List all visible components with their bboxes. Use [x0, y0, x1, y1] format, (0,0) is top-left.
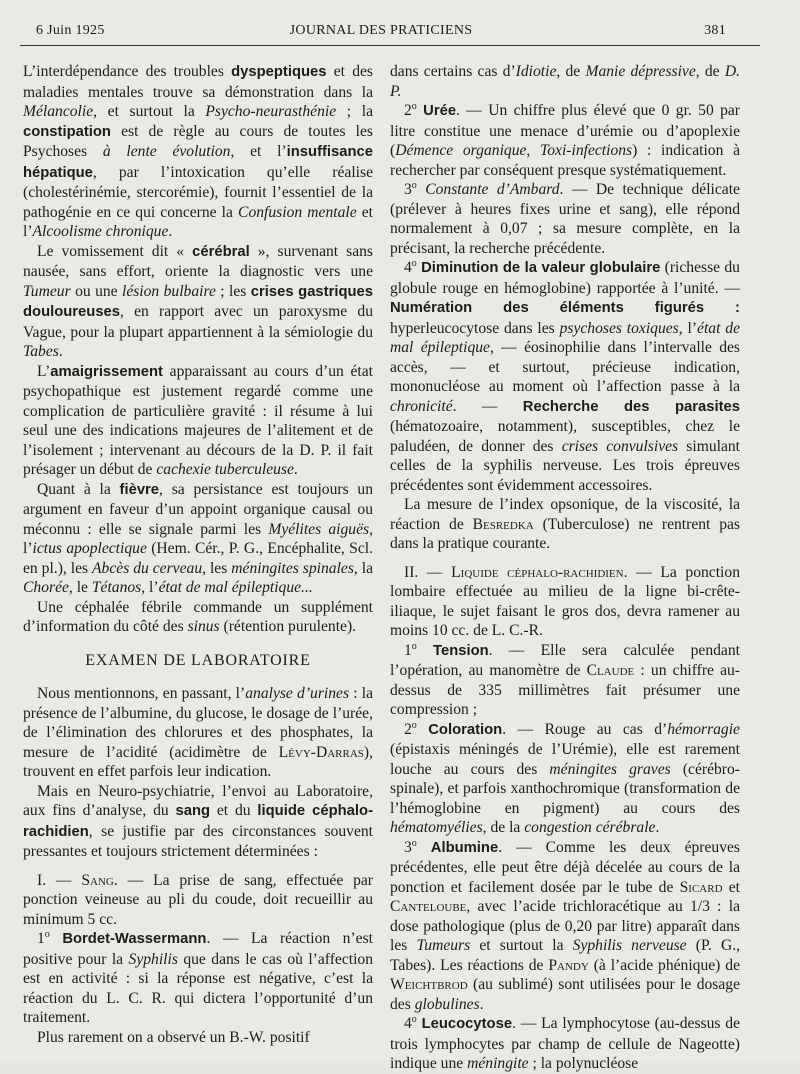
- right-column: [390, 62, 741, 1072]
- page-number: 381: [704, 23, 726, 38]
- section-title: EXAMEN DE LABORATOIRE: [85, 651, 311, 669]
- journal-title: JOURNAL DES PRATICIENS: [289, 23, 473, 38]
- paragraph-urea: 2$^o$ Urée. — Un chiffre plus élevé que 0 gr. 50 par litre constitue une menace d’urémie ou d’apoplexie (Démence organique, Toxi-infections) : indication à rechercher par conséquent presque systématiquement.: [390, 100, 740, 179]
- paragraph-bordet-wassermann: 1$^o$ Bordet-Wassermann. — La réaction n’est positive pour la Syphilis que dans le cas où l’affection est en activité : si la réponse est négative, c’est la réaction du L. C. R. qui dictera l’opportunité d’un traitement.: [23, 928, 373, 1026]
- paragraph-tension: 1$^o$ Tension. — Elle sera calculée pendant l’opération, au manomètre de Claude : un chiffre au-dessus de 335 millimètres fait présumer une compression ;: [390, 640, 741, 718]
- header-rule: [20, 45, 760, 46]
- paragraph-idiocy: dans certains cas d’Idiotie, de Manie dépressive, de D. P.: [390, 63, 741, 100]
- paragraph-globular-value: 4$^o$ Diminution de la valeur globulaire (richesse du globule rouge en hémoglobine) rapportée à l’unité. — Numération des éléments figurés : hyperleucocytose dans les psychoses toxiques, l’état de mal épileptique, — éosinophilie dans l’intervalle des accès, — et surtout, précieuse indication, mononucléose au moment où l’affection passe à la chronicité. — Recherche des parasites (hématozoaire, notamment), susceptibles, chez le paludéen, de donner des crises convulsives simulant celles de la syphilis nerveuse. Les trois épreuves précédentes sont évidemment accessoires.: [390, 257, 741, 494]
- paragraph-albumin: 3$^o$ Albumine. — Comme les deux épreuves précédentes, elle peut être déjà décelée au cours de la ponction et facilement dosée par le tube de Sicard et Canteloube, avec l’acide trichloracétique au 1/3 : la dose pathologique (plus de 0,20 par litre) apparaît dans les Tumeurs et surtout la Syphilis nerveuse (P. G., Tabes). Les réactions de Pandy (à l’acide phénique) de Weichtbrod (au sublimé) sont utilisées pour le dosage des globulines.: [390, 837, 741, 1013]
- paragraph-headache: Une céphalée fébrile commande un supplément d’information du côté des sinus (rétention purulente).: [23, 598, 373, 635]
- paragraph-blood: I. — Sang. — La prise de sang, effectuée par ponction veineuse au pli du coude, doit recueillir au minimum 5 cc.: [23, 871, 373, 928]
- paragraph-ambard: 3$^o$ Constante d’Ambard. — De technique délicate (prélever à heures fixes urine et sang), elle répond normalement à 0,07 ; sa mesure complète, en la précisant, la recherche précédente.: [390, 179, 740, 257]
- paragraph-vomiting: Le vomissement dit « cérébral », survenant sans nausée, sans effort, oriente la diagnostic vers une Tumeur ou une lésion bulbaire ; les crises gastriques douloureuses, en rapport avec un paroxysme du Vague, pour la plupart appartiennent à la sémiologie du Tabes.: [23, 242, 374, 360]
- paragraph-urine: Nous mentionnons, en passant, l’analyse d’urines : la présence de l’albumine, du glucose, le dosage de l’urée, de l’élimination des chlorures et des phosphates, la mesure de l’acidité (acidimètre de Lévy-Darras), trouvent en effet parfois leur indication.: [23, 685, 374, 780]
- paragraph-bw-continued: Plus rarement on a observé un B.-W. positif: [37, 1028, 310, 1046]
- paragraph-weight-loss: L’amaigrissement apparaissant au cours d’un état psychopathique est justement regardé comme une complication de particulière gravité : il résume à lui seul une des indications majeures de l’alitement et de l’isolement ; intervenant au décours de la D. P. il fait présager un début de cachexie tuberculeuse.: [23, 362, 373, 478]
- paragraph-lab-neuro: Mais en Neuro-psychiatrie, l’envoi au Laboratoire, aux fins d’analyse, du sang et du liquide céphalo-rachidien, se justifie par des circonstances souvent pressantes et toujours strictement déterminées :: [23, 782, 373, 860]
- paragraph-csf: II. — Liquide céphalo-rachidien. — La ponction lombaire effectuée au milieu de la ligne bi-crête-iliaque, le sujet faisant le gros dos, devra ramener au moins 10 cc. de L. C.-R.: [390, 563, 740, 639]
- left-column: [23, 62, 373, 1052]
- paragraph-dyspepsia: L’interdépendance des troubles dyspeptiques et des maladies mentales trouve sa démonstration dans la Mélancolie, et surtout la Psycho-neurasthénie ; la constipation est de règle au cours de toutes les Psychoses à lente évolution, et l’insuffisance hépatique, par l’intoxication qu’elle réalise (cholestérinémie, stercorémie), fournit l’essentiel de la pathogénie en ce qui concerne la Confusion mentale et l’Alcoolisme chronique.: [23, 63, 373, 240]
- paragraph-leucocytosis: 4$^o$ Leucocytose. — La lymphocytose (au-dessus de trois lymphocytes par champ de cellule de Nageotte) indique une méningite ; la polynucléose: [390, 1013, 740, 1072]
- paragraph-opsonic-index: La mesure de l’index opsonique, de la viscosité, la réaction de Besredka (Tuberculose) ne rentrent pas dans la pratique courante.: [390, 496, 740, 552]
- page-header: [36, 21, 726, 43]
- issue-date: 6 Juin 1925: [36, 23, 105, 38]
- paragraph-coloration: 2$^o$ Coloration. — Rouge au cas d’hémorragie (épistaxis méningés de l’Urémie), elle est rarement louche au cours des méningites graves (cérébro-spinale), et parfois xanthochromique (transformation de l’hémoglobine en pigment) au cours des hématomyélies, de la congestion cérébrale.: [390, 719, 740, 836]
- paragraph-fever: Quant à la fièvre, sa persistance est toujours un argument en faveur d’un appoint organique causal ou méconnu : elle se signale parmi les Myélites aiguës, l’ictus apoplectique (Hem. Cér., P. G., Encéphalite, Scl. en pl.), les Abcès du cerveau, les méningites spinales, la Chorée, le Tétanos, l’état de mal épileptique...: [23, 480, 374, 596]
